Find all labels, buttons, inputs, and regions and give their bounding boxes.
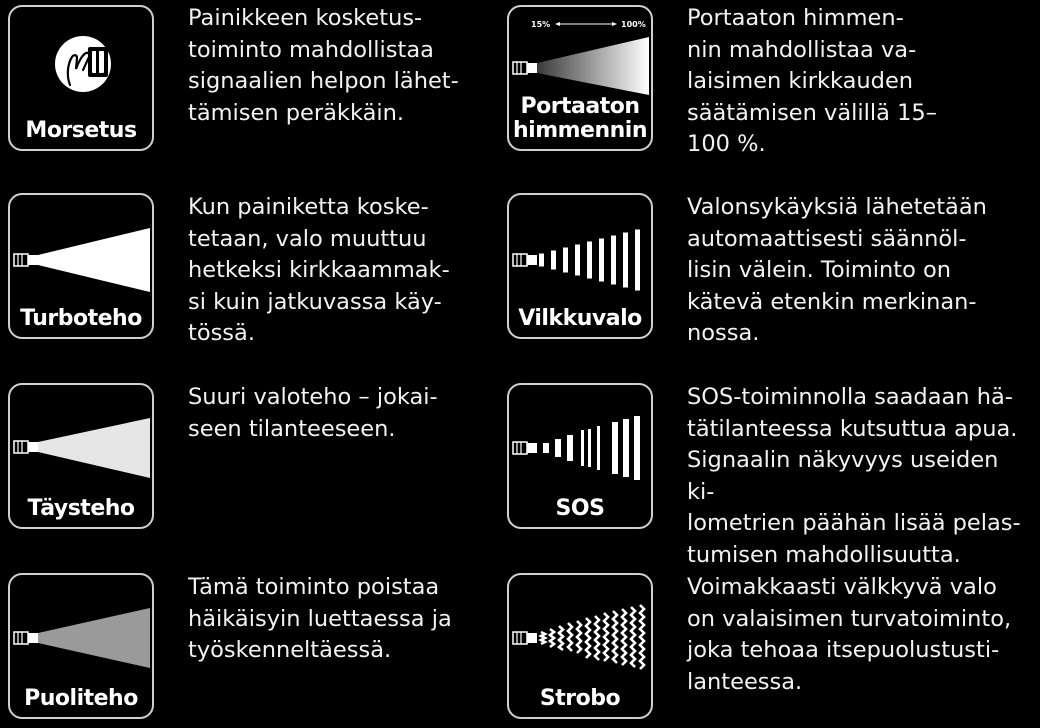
feature-label: SOS <box>555 496 605 521</box>
feature-label: Vilkkuvalo <box>518 306 642 331</box>
feature-tile-portaaton-himmennin <box>507 5 653 151</box>
feature-tile-turboteho <box>8 193 154 339</box>
feature-label: Morsetus <box>25 118 137 143</box>
feature-tile-taysteho <box>8 383 154 529</box>
arrow-left-icon <box>555 22 560 26</box>
feature-description: SOS-toiminnolla saadaan hä- tätilanteessa kutsuttua apua. Signaalin näkyvyys useiden ki- lometrien päähän lisää pelas- tumisen mahdollisuutta. <box>687 384 1021 568</box>
feature-tile-puoliteho <box>8 573 154 719</box>
feature-label: Puoliteho <box>24 686 138 711</box>
feature-description: Voimakkaasti välkkyvä valo on valaisimen turvatoiminto, joka tehoaa itsepuolustusti- lanteessa. <box>687 574 1012 695</box>
feature-description: Kun painiketta koske- tetaan, valo muuttuu hetkeksi kirkkaammak- si kuin jatkuvassa käy- tössä. <box>188 194 450 346</box>
feature-label: Strobo <box>539 686 621 711</box>
scale-max-label: 100% <box>621 20 646 29</box>
feature-description: Portaaton himmen- nin mahdollistaa va- laisimen kirkkauden säätämisen välillä 15– 100 %. <box>687 5 937 157</box>
feature-tile-sos <box>507 383 653 529</box>
feature-tile-strobo <box>507 573 653 719</box>
feature-description: Valonsykäyksiä lähetetään automaattisesti säännöl- lisin välein. Toiminto on kätevä etenkin merkinan- nossa. <box>687 194 987 346</box>
feature-tile-vilkkuvalo <box>507 193 653 339</box>
feature-description: Suuri valoteho – jokai- seen tilanteeseen. <box>188 384 438 442</box>
arrow-right-icon <box>612 22 617 26</box>
scale-min-label: 15% <box>531 20 551 29</box>
feature-label: Täysteho <box>27 496 135 521</box>
feature-label: Portaaton himmennin <box>513 94 647 143</box>
feature-description: Tämä toiminto poistaa häikäisyin luettaessa ja työskenneltäessä. <box>188 574 452 663</box>
feature-tile-morsetus <box>8 5 154 151</box>
feature-label: Turboteho <box>20 306 142 331</box>
feature-description: Painikkeen kosketus- toiminto mahdollistaa signaalien helpon lähet- tämisen peräkkäin. <box>188 5 459 126</box>
